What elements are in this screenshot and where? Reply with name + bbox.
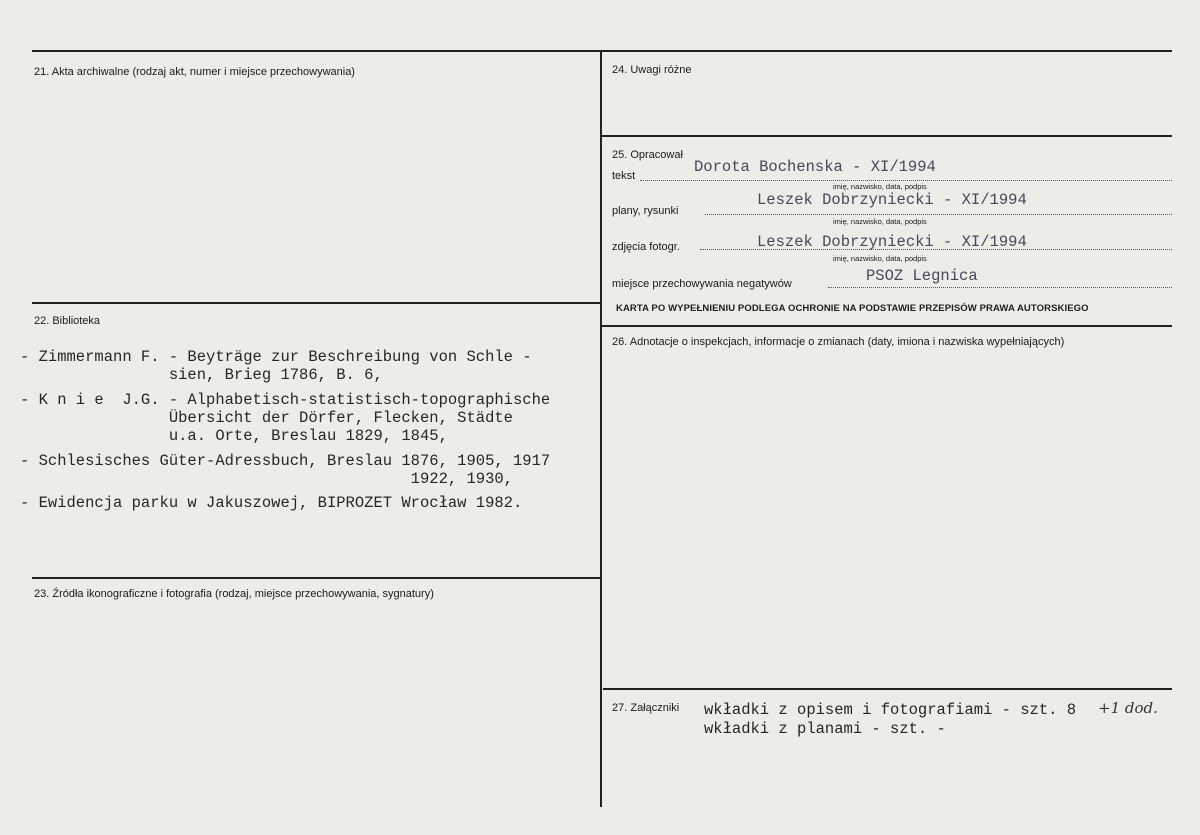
plany-value: Leszek Dobrzyniecki - XI/1994 [757, 191, 1027, 209]
top-border-line [32, 50, 1172, 52]
bibliography-entry-1-line-2: sien, Brieg 1786, B. 6, [20, 366, 383, 384]
bibliography-entry-4-line-1: - Ewidencja parku w Jakuszowej, BIPROZET Wrocław 1982. [20, 494, 523, 512]
divider-26-27 [603, 688, 1172, 690]
attachments-line-2: wkładki z planami - szt. - [704, 720, 946, 738]
plany-caption: imię, nazwisko, data, podpis [833, 217, 927, 226]
divider-21-22 [32, 302, 600, 304]
section-26-label: 26. Adnotacje o inspekcjach, informacje o zmianach (daty, imiona i nazwiska wypełniających) [612, 336, 1065, 348]
attachments-handwritten-note: +1 dod. [1098, 699, 1158, 717]
bibliography-entry-3-line-2: 1922, 1930, [20, 470, 513, 488]
section-27-label: 27. Załączniki [612, 702, 680, 714]
tekst-label: tekst [612, 170, 636, 182]
divider-22-23 [32, 577, 600, 579]
plany-label: plany, rysunki [612, 205, 679, 217]
section-22-label: 22. Biblioteka [34, 315, 101, 327]
tekst-value: Dorota Bochenska - XI/1994 [694, 158, 936, 176]
plany-dotted-line [705, 214, 1172, 215]
bibliography-entry-2-line-3: u.a. Orte, Breslau 1829, 1845, [20, 427, 448, 445]
section-25-label: 25. Opracował [612, 149, 683, 161]
bibliography-entry-1-line-1: - Zimmermann F. - Beyträge zur Beschreibung von Schle - [20, 348, 532, 366]
bibliography-entry-2-line-2: Übersicht der Dörfer, Flecken, Städte [20, 409, 513, 427]
attachments-line-1: wkładki z opisem i fotografiami - szt. 8 [704, 701, 1077, 719]
tekst-dotted-line [640, 180, 1172, 181]
bibliography-entry-3-line-1: - Schlesisches Güter-Adressbuch, Breslau 1876, 1905, 1917 [20, 452, 551, 470]
negatywy-value: PSOZ Legnica [866, 267, 978, 285]
divider-24-25 [600, 135, 1172, 137]
zdjecia-value: Leszek Dobrzyniecki - XI/1994 [757, 233, 1027, 251]
center-divider-left [600, 52, 602, 807]
negatywy-dotted-line [828, 287, 1172, 288]
section-24-label: 24. Uwagi różne [612, 64, 692, 76]
bibliography-entry-2-line-1: - K n i e J.G. - Alphabetisch-statistisch-topographische [20, 391, 551, 409]
negatywy-label: miejsce przechowywania negatywów [612, 278, 792, 290]
tekst-caption: imię, nazwisko, data, podpis [833, 182, 927, 191]
section-21-label: 21. Akta archiwalne (rodzaj akt, numer i miejsce przechowywania) [34, 66, 355, 78]
zdjecia-label: zdjęcia fotogr. [612, 241, 680, 253]
section-23-label: 23. Źródła ikonograficzne i fotografia (rodzaj, miejsce przechowywania, sygnatury) [34, 588, 434, 600]
zdjecia-caption: imię, nazwisko, data, podpis [833, 254, 927, 263]
divider-25-26 [600, 325, 1172, 327]
copyright-notice: KARTA PO WYPEŁNIENIU PODLEGA OCHRONIE NA PODSTAWIE PRZEPISÓW PRAWA AUTORSKIEGO [616, 303, 1089, 314]
